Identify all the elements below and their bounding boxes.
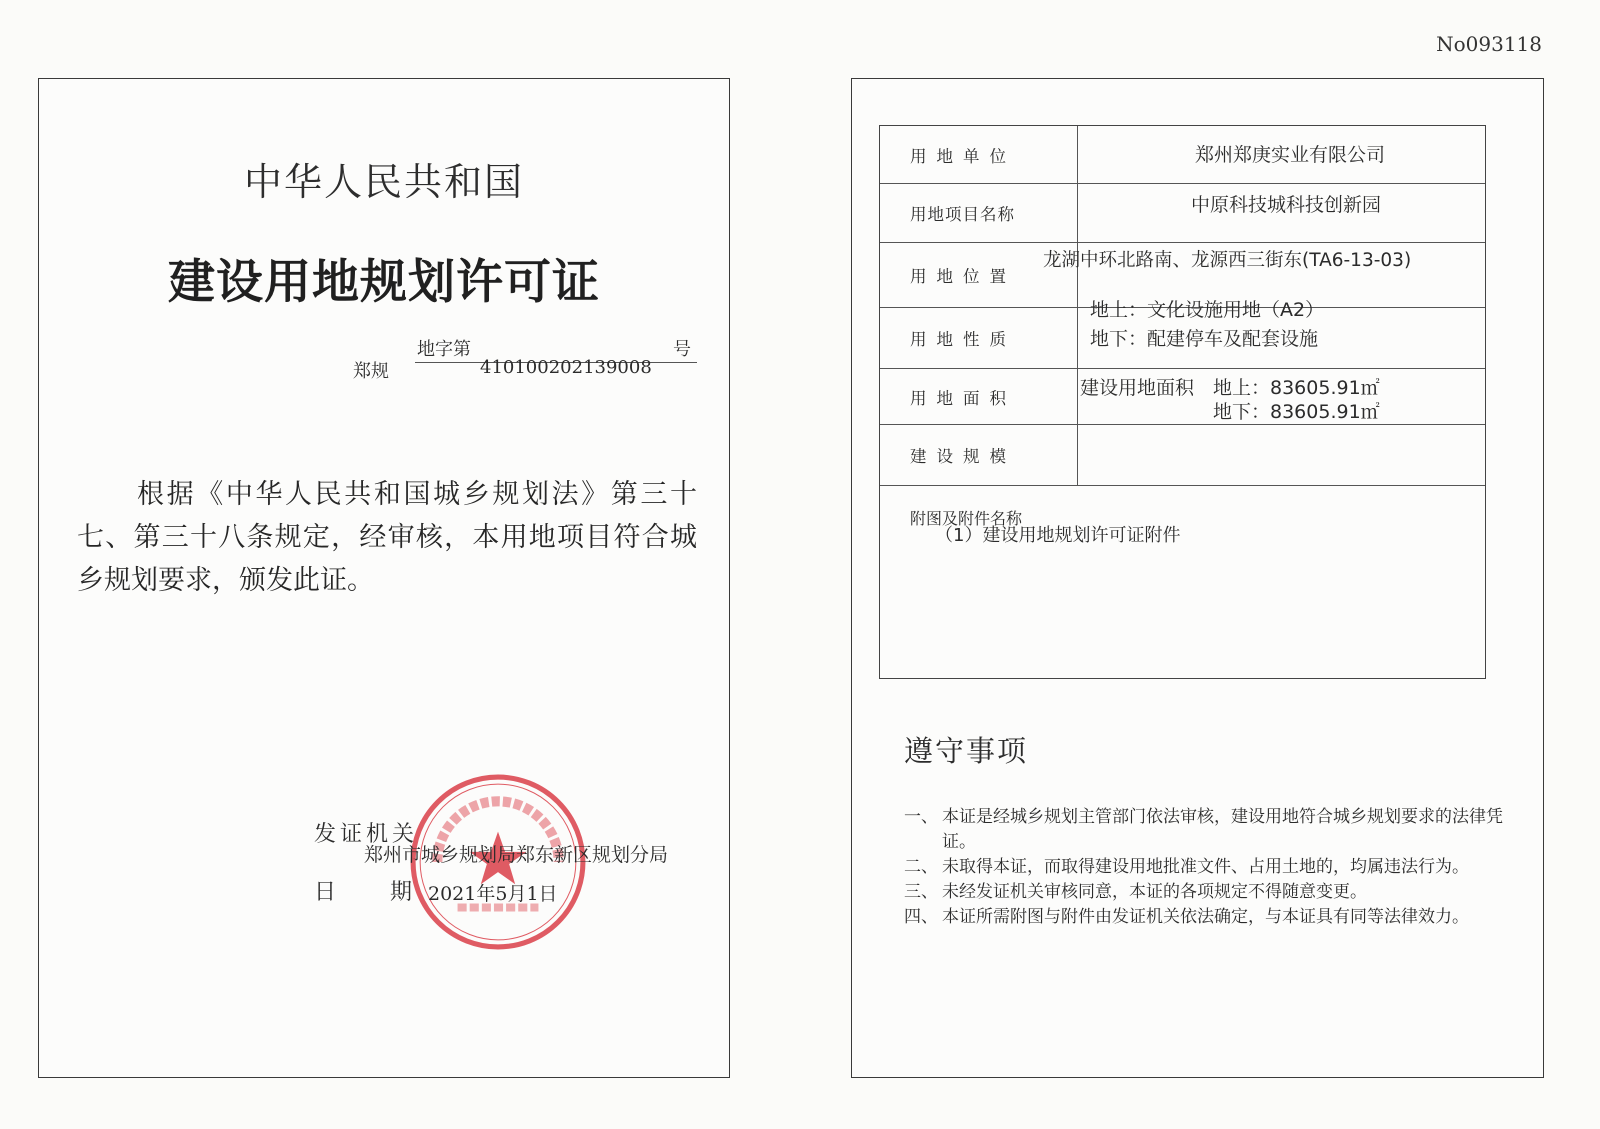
notice-text: 本证所需附图与附件由发证机关依法确定，与本证具有同等法律效力。: [942, 907, 1469, 927]
legal-basis-text: 根据《中华人民共和国城乡规划法》第三十七、第三十八条规定，经审核，本用地项目符合城乡规划要求，颁发此证。: [77, 479, 697, 596]
permit-word: 地字第: [417, 339, 471, 360]
permit-prefix: 郑规: [353, 361, 389, 382]
row-value: [1078, 184, 1485, 242]
notice-number: 一、: [904, 807, 938, 827]
table-row: [880, 299, 1485, 369]
date-label-char-1: 日: [314, 880, 337, 905]
area-above: 地上：83605.91㎡: [1213, 377, 1380, 399]
date-label: [314, 875, 412, 906]
attachments-cell: [880, 486, 1485, 678]
row-label: 用地单位: [880, 126, 1078, 183]
table-row: [880, 184, 1485, 243]
area-prefix: 建设用地面积: [1080, 377, 1195, 399]
project-name: 中原科技城科技创新园: [1191, 194, 1382, 216]
notice-text: 本证是经城乡规划主管部门依法审核，建设用地符合城乡规划要求的法律凭证。: [942, 807, 1503, 852]
date-label-char-2: 期: [389, 880, 412, 905]
row-label: 用地项目名称: [880, 184, 1078, 242]
area-below: 地下：83605.91㎡: [1213, 401, 1380, 423]
list-item: [904, 880, 1512, 905]
document-title: 建设用地规划许可证: [168, 255, 600, 310]
notice-number: 三、: [904, 882, 938, 902]
country-name: 中华人民共和国: [243, 160, 524, 204]
permit-number: 410100202139008: [480, 357, 652, 378]
table-row: [880, 369, 1485, 425]
notice-text: 未经发证机关审核同意，本证的各项规定不得随意变更。: [942, 882, 1367, 902]
notice-title: 遵守事项: [904, 734, 1029, 768]
table-row: [880, 126, 1485, 184]
row-value: [1078, 299, 1485, 368]
list-item: [904, 905, 1512, 930]
attachment-item: （1）建设用地规划许可证附件: [935, 525, 1181, 546]
land-use-below: 地下：配建停车及配套设施: [1090, 328, 1319, 350]
table-row: [880, 425, 1485, 486]
permit-details-page: [851, 78, 1544, 1078]
row-label: 建设规模: [880, 425, 1078, 485]
issuer-label: 发证机关: [314, 822, 419, 847]
notice-number: 二、: [904, 857, 938, 877]
land-use-above: 地上：文化设施用地（A2）: [1090, 299, 1325, 321]
land-use-details-table: [879, 125, 1486, 679]
list-item: [904, 855, 1512, 880]
row-value: [1078, 369, 1485, 424]
land-location: 龙湖中环北路南、龙源西三街东(TA6-13-03): [1043, 250, 1412, 271]
issue-date: 2021年5月1日: [428, 883, 558, 905]
notice-number: 四、: [904, 907, 938, 927]
permit-suffix: 号: [673, 339, 691, 360]
row-label: 用地位置: [880, 243, 1078, 307]
list-item: [904, 805, 1512, 855]
row-label: 用地性质: [880, 308, 1078, 368]
notice-list: [904, 805, 1512, 930]
construction-scale-value: [1078, 425, 1485, 485]
land-user: 郑州郑庚实业有限公司: [1195, 144, 1386, 166]
row-value: [1078, 126, 1485, 183]
issuing-authority: 郑州市城乡规划局郑东新区规划分局: [364, 844, 669, 866]
attachments-label: 附图及附件名称: [910, 509, 1023, 528]
notice-text: 未取得本证，而取得建设用地批准文件、占用土地的，均属违法行为。: [942, 857, 1469, 877]
serial-number: No093118: [1436, 32, 1542, 56]
permit-cover-page: [38, 78, 730, 1078]
row-label: 用地面积: [880, 369, 1078, 424]
